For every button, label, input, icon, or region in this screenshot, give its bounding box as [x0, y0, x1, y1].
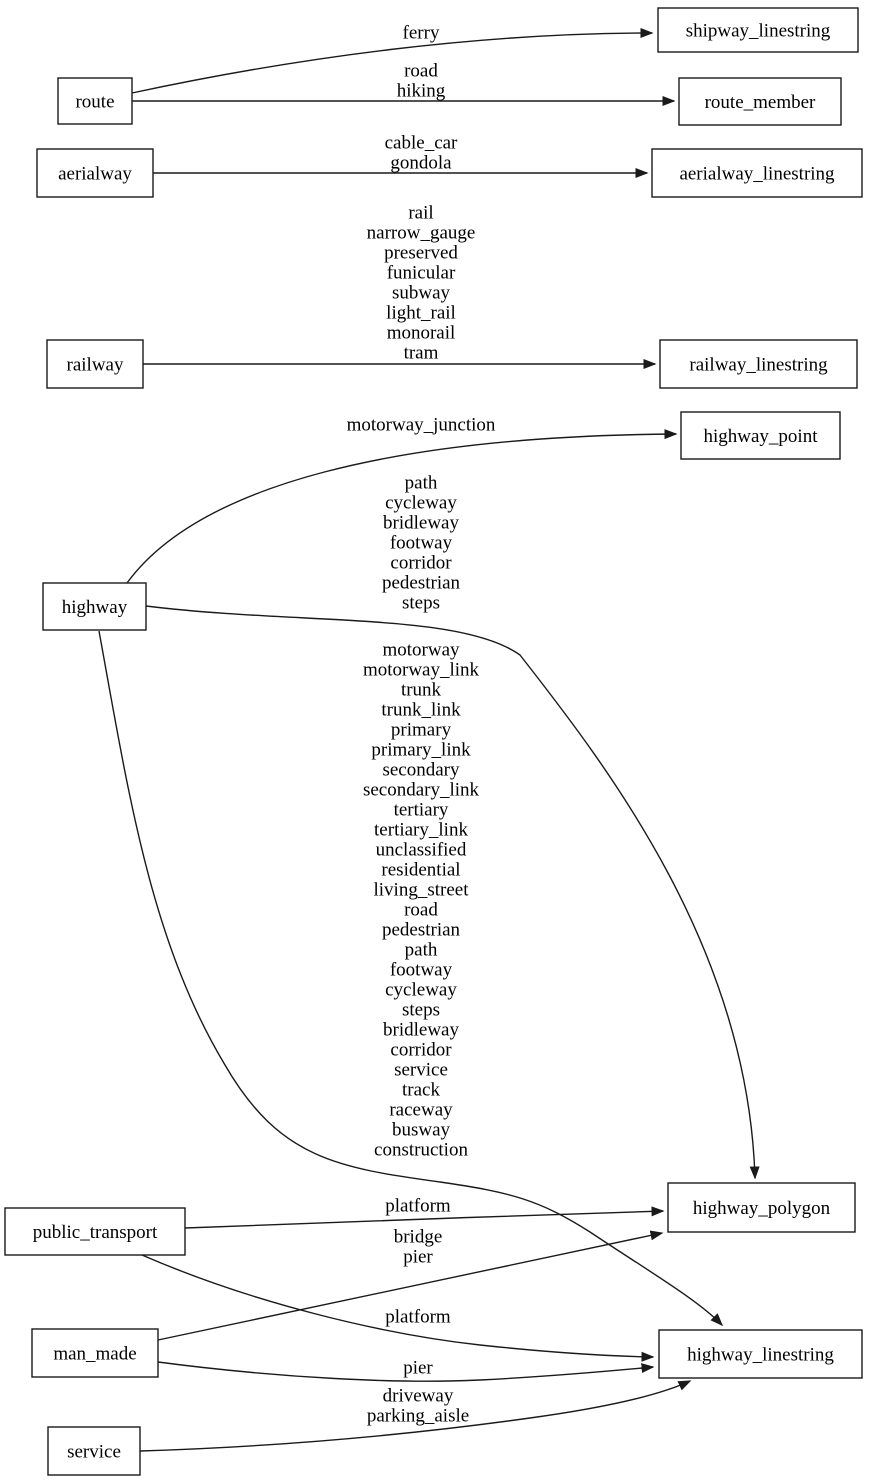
edge-label: cycleway	[385, 492, 457, 514]
edge-label: light_rail	[386, 302, 456, 324]
node-shipway_linestring	[658, 8, 858, 52]
edge-label: narrow_gauge	[366, 222, 476, 244]
edge-label: footway	[389, 532, 453, 554]
node-aerialway_linestring	[652, 149, 862, 197]
node-label: route_member	[704, 92, 816, 113]
node-railway_linestring	[660, 340, 857, 388]
node-highway_polygon	[668, 1183, 855, 1232]
node-label: public_transport	[32, 1222, 158, 1243]
edge-label: pier	[403, 1246, 433, 1268]
edge-label: bridleway	[383, 512, 459, 534]
node-label: highway	[61, 597, 128, 618]
edge-labels-layer	[347, 23, 496, 1427]
node-label: highway_point	[703, 426, 818, 447]
edge-label: steps	[402, 592, 440, 614]
edge-label: motorway	[382, 639, 460, 661]
edge-label: tertiary_link	[374, 819, 468, 841]
node-label: highway_polygon	[692, 1198, 831, 1219]
edge-label: subway	[391, 282, 451, 304]
edge-label: track	[402, 1079, 440, 1101]
edge-label: platform	[385, 1306, 451, 1328]
node-label: aerialway	[58, 163, 132, 185]
node-highway_point	[681, 412, 840, 459]
node-label: shipway_linestring	[685, 20, 831, 42]
edge-label: residential	[381, 859, 461, 881]
node-label: aerialway_linestring	[679, 163, 835, 185]
edge-label: busway	[391, 1119, 451, 1141]
edge-label: corridor	[390, 1039, 452, 1061]
edge-label: tertiary	[393, 799, 449, 821]
node-label: service	[67, 1441, 121, 1463]
edge-label: trunk	[400, 679, 442, 701]
node-highway	[43, 583, 146, 630]
edge-label: parking_aisle	[366, 1405, 470, 1427]
edge-label: preserved	[384, 242, 458, 264]
edge-label: unclassified	[375, 839, 467, 861]
edge-label: cycleway	[385, 979, 457, 1001]
node-route	[58, 78, 132, 124]
edge-label: secondary_link	[362, 779, 480, 801]
node-label: man_made	[53, 1343, 137, 1365]
edge-label: platform	[385, 1195, 451, 1217]
node-man_made	[32, 1329, 158, 1377]
edge-label: pier	[403, 1357, 433, 1379]
edge-label: bridge	[393, 1226, 443, 1248]
edge-label: ferry	[402, 22, 440, 44]
node-highway_linestring	[659, 1330, 862, 1378]
edge-label: motorway_link	[362, 659, 480, 681]
edge-label: pedestrian	[381, 572, 461, 594]
edge-label: path	[404, 472, 438, 494]
edge-label: bridleway	[383, 1019, 459, 1041]
edge-label: driveway	[382, 1385, 454, 1407]
node-railway	[47, 340, 143, 388]
edge-label: road	[404, 899, 438, 921]
edge-label: corridor	[390, 552, 452, 574]
edge-label: tram	[403, 342, 439, 364]
node-public_transport	[5, 1208, 185, 1255]
node-label: route	[75, 91, 115, 113]
edge-label: pedestrian	[381, 919, 461, 941]
edge-route-to-shipway_linestring	[132, 33, 652, 93]
edge-label: primary_link	[371, 739, 471, 761]
edge-label: raceway	[389, 1099, 453, 1121]
node-label: railway_linestring	[689, 354, 828, 376]
edge-label: hiking	[396, 80, 446, 102]
edge-label: gondola	[390, 152, 452, 174]
node-label: highway_linestring	[687, 1344, 834, 1366]
edge-label: primary	[390, 719, 452, 741]
edge-label: construction	[374, 1139, 468, 1161]
edge-label: secondary	[382, 759, 460, 781]
edge-line	[132, 33, 652, 93]
edge-label: service	[394, 1059, 448, 1081]
edge-label: steps	[402, 999, 440, 1021]
node-service	[48, 1427, 140, 1475]
node-aerialway	[37, 149, 153, 197]
edge-label: rail	[408, 202, 434, 224]
edge-label: funicular	[386, 262, 456, 284]
node-label: railway	[66, 354, 124, 376]
edge-label: living_street	[373, 879, 469, 901]
edge-label: motorway_junction	[346, 414, 496, 436]
node-route_member	[679, 78, 841, 125]
edge-label: path	[404, 939, 438, 961]
edge-label: cable_car	[384, 132, 458, 154]
edge-label: footway	[389, 959, 453, 981]
edge-label: road	[404, 60, 438, 82]
edge-label: monorail	[386, 322, 456, 344]
edge-label: trunk_link	[381, 699, 461, 721]
